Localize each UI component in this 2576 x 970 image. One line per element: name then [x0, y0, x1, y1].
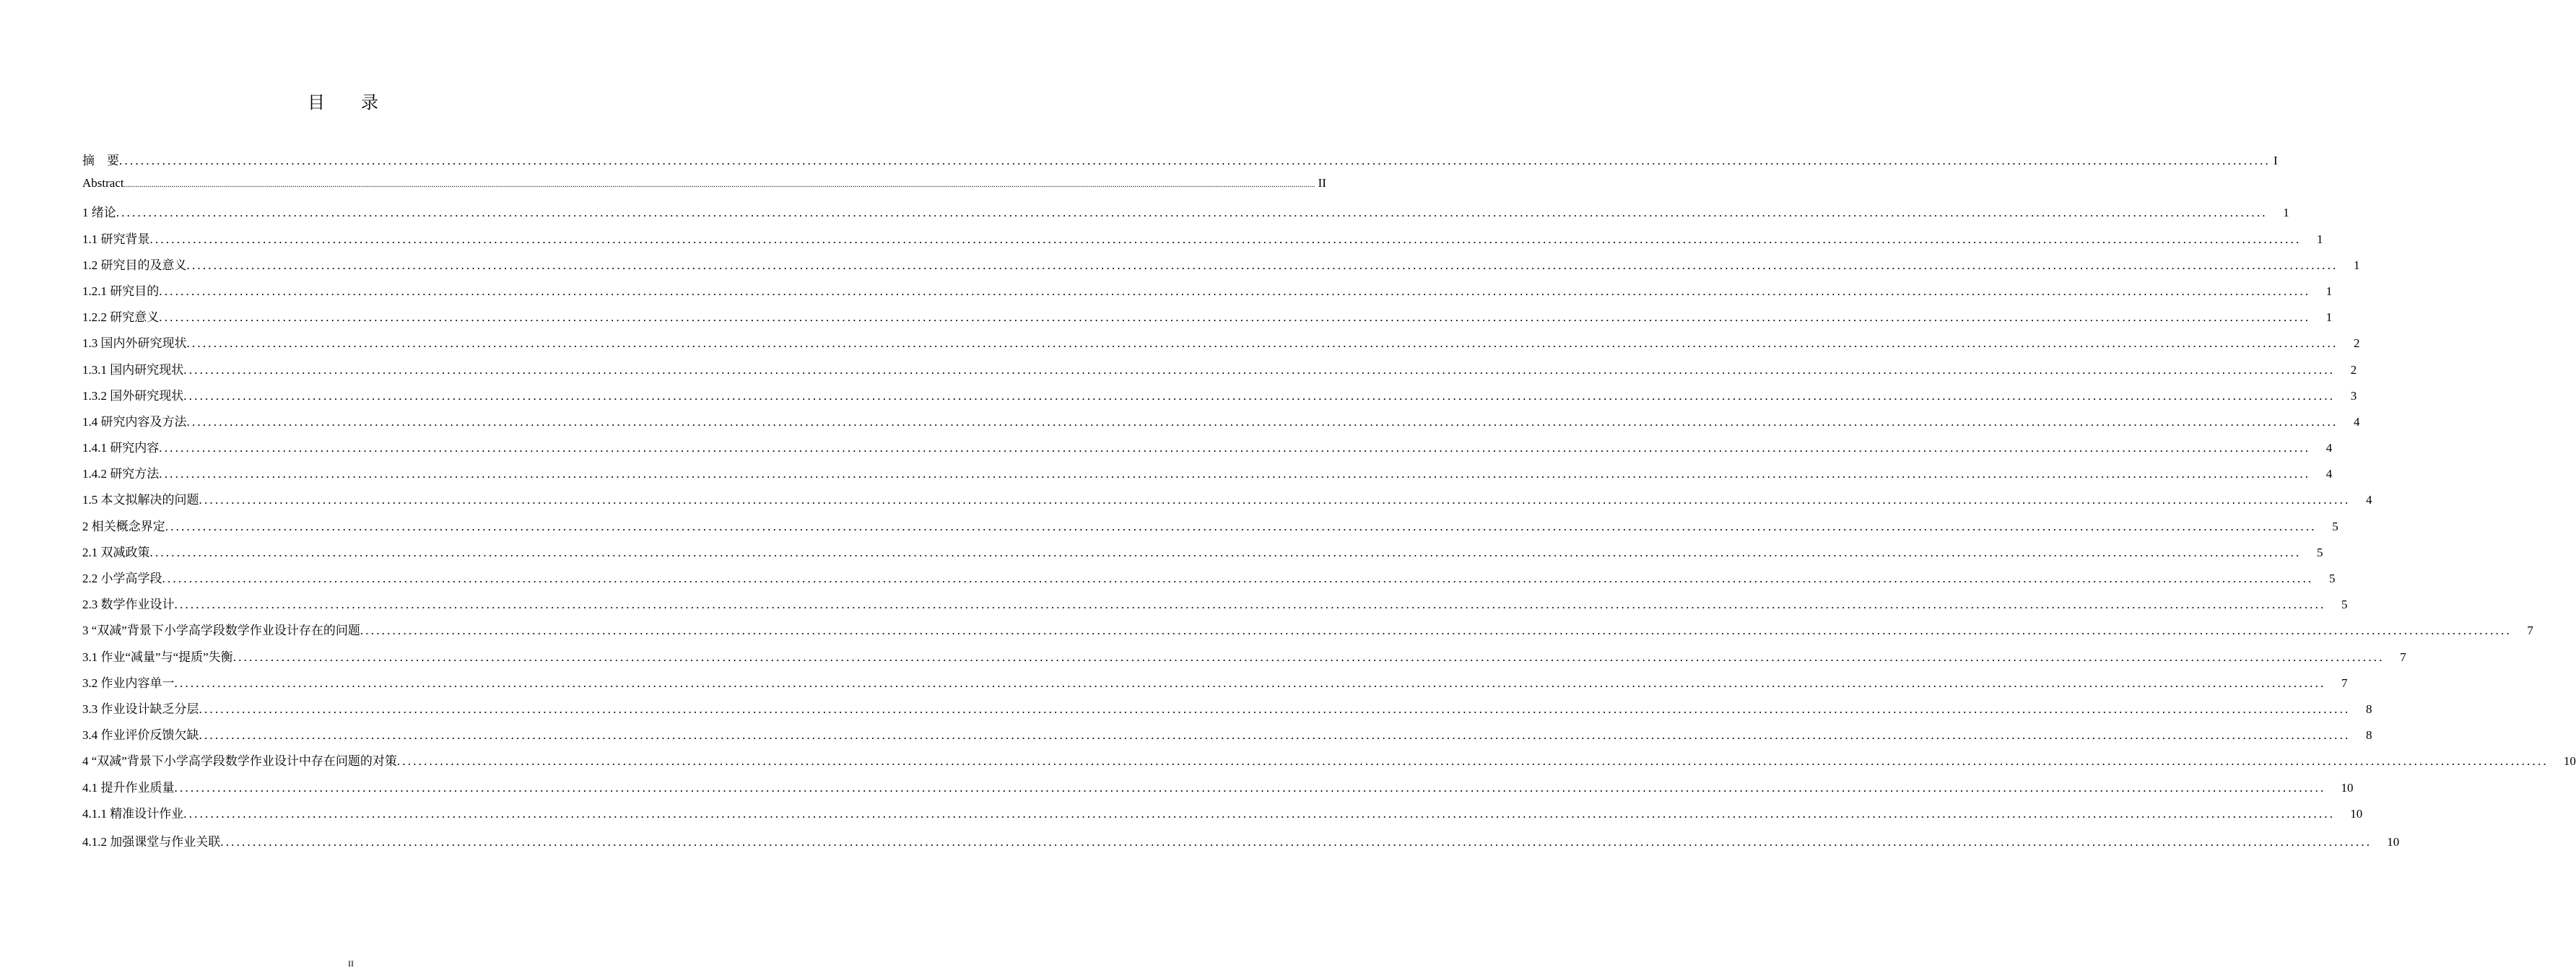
toc-leader-dots: ................................................................................................................................................................................................................................................................................................................................................................................................................: [199, 493, 2351, 507]
toc-entry-page: 1: [2325, 310, 2333, 325]
toc-entry[interactable]: [82, 594, 2348, 620]
toc-leader-dots: ................................................................................................................................................................................................................................................................................................................................................................................................................: [119, 154, 2271, 167]
toc-leader-dots: ................................................................................................................................................................................................................................................................................................................................................................................................................: [183, 362, 2336, 377]
toc-entry[interactable]: [82, 542, 2323, 568]
toc-entry[interactable]: [82, 463, 2333, 489]
toc-entry-page: 3: [2350, 388, 2357, 403]
toc-entry-page: 7: [2400, 650, 2406, 664]
toc-leader-dots: ................................................................................................................................................................................................................................................................................................................................................................................................................: [186, 414, 2338, 429]
toc-entry-label: 1.2.2 研究意义: [82, 310, 160, 325]
toc-entry-label: 1 绪论: [82, 206, 116, 220]
toc-entry[interactable]: [82, 751, 2576, 777]
toc-entry-page: 1: [2354, 258, 2360, 272]
toc-entry[interactable]: [82, 568, 2336, 594]
toc-entry-label: 1.2 研究目的及意义: [82, 258, 187, 272]
toc-entry[interactable]: [82, 516, 2338, 542]
toc-leader-dots: ................................................................................................................................................................................................................................................................................................................................................................................................................: [360, 624, 2512, 638]
toc-entry-page: 5: [2329, 572, 2336, 585]
toc-entry[interactable]: [82, 699, 2372, 725]
toc-entry[interactable]: [82, 202, 2289, 228]
toc-entry-page: 4: [2354, 414, 2360, 429]
toc-leader-dots: ................................................................................................................................................................................................................................................................................................................................................................................................................: [159, 441, 2311, 455]
toc-entry-label: 1.4 研究内容及方法: [82, 414, 187, 429]
toc-entry-label: 3.2 作业内容单一: [82, 676, 175, 690]
toc-entry-label: 3.3 作业设计缺乏分层: [82, 702, 199, 716]
toc-entry[interactable]: [82, 437, 2333, 463]
toc-leader-dots: ................................................................................................................................................................................................................................................................................................................................................................................................................: [174, 780, 2326, 795]
toc-leader-dots: ................................................................................................................................................................................................................................................................................................................................................................................................................: [232, 650, 2385, 664]
toc-leader-dots: ................................................................................................................................................................................................................................................................................................................................................................................................................: [183, 806, 2336, 821]
toc-entry-page: 10: [2350, 806, 2363, 821]
toc-entry-label: 1.3.2 国外研究现状: [82, 388, 184, 403]
toc-entry[interactable]: [82, 255, 2360, 281]
toc-entry-label: 2.1 双减政策: [82, 545, 150, 559]
toc-entry-label: 1.2.1 研究目的: [82, 284, 160, 298]
toc-entry[interactable]: [82, 411, 2360, 437]
toc-entry-label: 1.4.2 研究方法: [82, 467, 160, 481]
toc-entry-page: 1: [2317, 232, 2323, 246]
toc-entry-page: 4: [2325, 441, 2333, 455]
toc-entry-label: Abstract: [82, 176, 124, 191]
toc-entry[interactable]: [82, 777, 2354, 803]
toc-leader-dots: ................................................................................................................................................................................................................................................................................................................................................................................................................: [186, 336, 2338, 351]
toc-leader-dots: ................................................................................................................................................................................................................................................................................................................................................................................................................: [162, 572, 2314, 585]
toc-entry-page: 10: [2387, 834, 2400, 849]
toc-leader-dots: ................................................................................................................................................................................................................................................................................................................................................................................................................: [186, 258, 2338, 272]
toc-entry-page: II: [1318, 176, 1326, 191]
toc-entry-label: 2 相关概念界定: [82, 519, 165, 533]
toc-entry-label: 4 “双减”背景下小学高学段数学作业设计中存在问题的对策: [82, 754, 397, 769]
toc-entry-page: 7: [2527, 624, 2533, 638]
toc-leader-dots: ................................................................................................................................................................................................................................................................................................................................................................................................................: [199, 702, 2351, 716]
toc-entry-label: 2.2 小学高学段: [82, 572, 162, 585]
toc-entry-page: 4: [2366, 493, 2372, 507]
toc-entry[interactable]: [82, 489, 2372, 515]
toc-entry-page: 5: [2317, 545, 2323, 559]
toc-entry-label: 1.1 研究背景: [82, 232, 150, 246]
toc-entry-page: 8: [2366, 728, 2372, 743]
toc-entry-page: 2: [2350, 362, 2357, 377]
toc-entry-page: 5: [2341, 598, 2348, 612]
toc-leader-dots: ................................................................................................................................................................................................................................................................................................................................................................................................................: [174, 598, 2326, 612]
toc-entry-label: 3.1 作业“减量”与“提质”失衡: [82, 650, 233, 664]
toc-entry-label: 1.3.1 国内研究现状: [82, 362, 184, 377]
toc-entry[interactable]: [82, 620, 2533, 646]
toc-entry-label: 2.3 数学作业设计: [82, 598, 175, 612]
toc-entry-page: 10: [2341, 780, 2354, 795]
toc-entry[interactable]: [82, 359, 2357, 385]
toc-entry-label: 4.1.2 加强课堂与作业关联: [82, 834, 221, 849]
toc-entry-page: 8: [2366, 702, 2372, 716]
toc-entry-label: 1.4.1 研究内容: [82, 441, 160, 455]
toc-leader-dots: ................................................................................................................................................................................................................................................................................................................................................................................................................: [159, 310, 2311, 325]
toc-entry-page: I: [2273, 154, 2278, 167]
toc-entry-label: 3.4 作业评价反馈欠缺: [82, 728, 199, 743]
toc-entry-label: 1.3 国内外研究现状: [82, 336, 187, 351]
toc-entry[interactable]: [82, 333, 2360, 359]
toc-entry-label: 4.1 提升作业质量: [82, 780, 175, 795]
toc-entry[interactable]: [82, 281, 2333, 307]
toc-leader-dots: ........................................................................................................................................................................................................................................................................................................................................................................................................................................................................................................................................................................................................................: [123, 180, 1315, 190]
toc-entry-label: 4.1.1 精准设计作业: [82, 806, 184, 821]
toc-entry-label: 3 “双减”背景下小学高学段数学作业设计存在的问题: [82, 624, 360, 638]
toc-entry-page: 4: [2325, 467, 2333, 481]
toc-entry-page: 5: [2332, 519, 2338, 533]
toc-leader-dots: ................................................................................................................................................................................................................................................................................................................................................................................................................: [149, 545, 2302, 559]
toc-entry[interactable]: [82, 673, 2348, 699]
toc-leader-dots: ................................................................................................................................................................................................................................................................................................................................................................................................................: [174, 676, 2326, 690]
toc-leader-dots: ................................................................................................................................................................................................................................................................................................................................................................................................................: [159, 467, 2311, 481]
toc-entry[interactable]: [82, 176, 1326, 202]
toc-entry[interactable]: [82, 385, 2357, 411]
toc-entry-page: 1: [2283, 206, 2289, 220]
toc-entry-label: 摘 要: [82, 154, 119, 167]
toc-leader-dots: ................................................................................................................................................................................................................................................................................................................................................................................................................: [149, 232, 2302, 246]
toc-entry-page: 2: [2354, 336, 2360, 351]
toc-entry-page: 1: [2325, 284, 2333, 298]
page-number: II: [348, 958, 354, 969]
toc-leader-dots: ................................................................................................................................................................................................................................................................................................................................................................................................................: [396, 754, 2549, 769]
toc-entry[interactable]: [82, 725, 2372, 751]
toc-entry[interactable]: [82, 150, 2278, 176]
toc-entry-page: 7: [2341, 676, 2348, 690]
page-title: 目 录: [308, 94, 394, 113]
toc-leader-dots: ................................................................................................................................................................................................................................................................................................................................................................................................................: [159, 284, 2311, 298]
toc-leader-dots: ................................................................................................................................................................................................................................................................................................................................................................................................................: [165, 519, 2317, 533]
toc-leader-dots: ................................................................................................................................................................................................................................................................................................................................................................................................................: [183, 388, 2336, 403]
toc-entry-label: 1.5 本文拟解决的问题: [82, 493, 199, 507]
toc-entry-page: 10: [2563, 754, 2576, 769]
toc-entry[interactable]: [82, 803, 2363, 829]
toc-entry[interactable]: [82, 307, 2333, 333]
toc-leader-dots: ................................................................................................................................................................................................................................................................................................................................................................................................................: [220, 834, 2372, 849]
toc-leader-dots: ................................................................................................................................................................................................................................................................................................................................................................................................................: [199, 728, 2351, 743]
toc-entry[interactable]: [82, 229, 2323, 255]
toc-entry[interactable]: [82, 647, 2406, 673]
toc-entry[interactable]: [82, 831, 2400, 857]
toc-leader-dots: ................................................................................................................................................................................................................................................................................................................................................................................................................: [116, 206, 2268, 220]
table-of-contents: [82, 150, 2576, 857]
